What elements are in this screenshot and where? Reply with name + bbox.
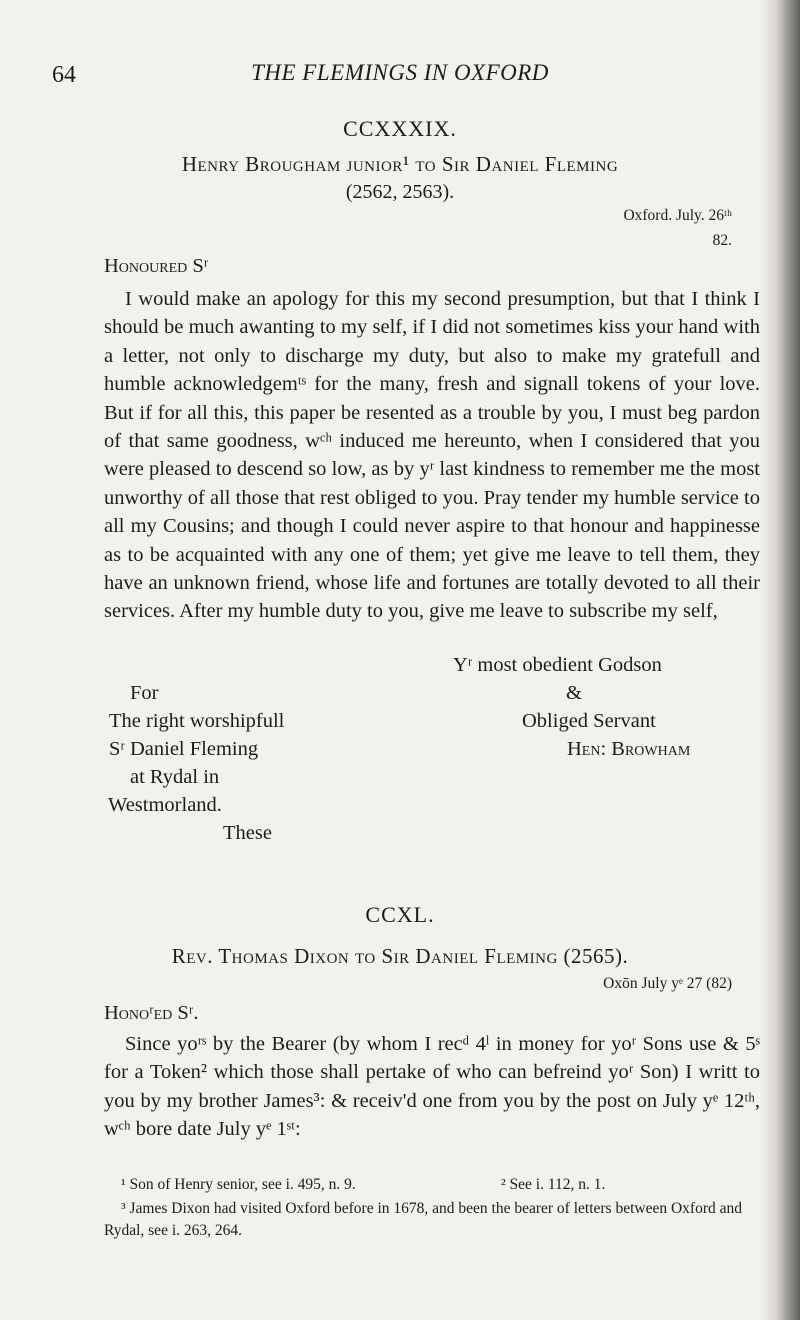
letter1-address-line5: Westmorland. — [108, 794, 222, 816]
letter1-salutation: Honoured Sʳ — [104, 255, 209, 277]
letter1-closing-line1: Yʳ most obedient Godson — [453, 654, 662, 676]
letter2-body-text: Since yoʳˢ by the Bearer (by whom I recᵈ 4ˡ in money for yoʳ Sons use & 5ˢ for a Token² which those shall pertake of who can befreind yoʳ Son) I writt to you by my brother James³: & receiv'd one from you by the post on July yᵉ 12ᵗʰ, wᶜʰ bore date July yᵉ 1ˢᵗ: — [104, 1033, 760, 1141]
letter1-dateline-year: 82. — [712, 232, 732, 249]
letter1-signature: Hen: Browham — [567, 738, 691, 760]
letter2-salutation: Honoʳed Sʳ. — [104, 1002, 199, 1024]
letter1-title: Henry Brougham junior¹ to Sir Daniel Fleming — [181, 152, 619, 176]
letter1-address-line6: These — [223, 822, 272, 844]
letter1-address-line3: Sʳ Daniel Fleming — [109, 738, 259, 760]
letter1-address-line2: The right worshipfull — [109, 710, 285, 732]
letter2-title: Rev. Thomas Dixon to Sir Daniel Fleming (2565). — [171, 944, 629, 968]
page-number: 64 — [52, 62, 76, 88]
letter1-body — [104, 285, 760, 626]
footnote-1: ¹ Son of Henry senior, see i. 495, n. 9. — [121, 1176, 356, 1193]
letter2-number: CCXL. — [365, 902, 435, 927]
letter1-address-line4: at Rydal in — [130, 766, 220, 788]
running-title: THE FLEMINGS IN OXFORD — [251, 60, 549, 85]
letter1-closing-line3: Obliged Servant — [522, 710, 656, 732]
footnote-3: ³ James Dixon had visited Oxford before in 1678, and been the bearer of letters between Oxford and Rydal, see i. 263, 264. — [104, 1200, 742, 1239]
footnote-2: ² See i. 112, n. 1. — [501, 1176, 606, 1193]
letter1-number: CCXXXIX. — [343, 116, 457, 141]
letter1-address-line1: For — [130, 682, 159, 704]
letter1-dateline: Oxford. July. 26ᵗʰ — [623, 207, 732, 224]
letter1-closing-ampersand: & — [566, 682, 582, 704]
letter2-dateline: Oxōn July yᵉ 27 (82) — [603, 975, 732, 992]
letter1-title-refs: (2562, 2563). — [345, 181, 455, 203]
letter2-body — [104, 1030, 760, 1144]
letter1-body-text: I would make an apology for this my second presumption, but that I think I should be much awanting to my self, if I did not sometimes kiss your hand with a letter, not only to discharge my duty, but also to make my gratefull and humble acknowledgemᵗˢ for the many, fresh and signall tokens of your love. But if for all this, this paper be resented as a trouble by you, I must beg pardon of that same goodness, wᶜʰ induced me hereunto, when I considered that you were pleased to descend so low, as by yʳ last kindness to remember me the most unworthy of all those that rest obliged to you. Pray tender my humble service to all my Cousins; and though I could never aspire to that honour and happinesse as to be acquainted with any one of them; yet give me leave to tell them, they have an unknown friend, whose life and fortunes are totally devoted to all their services. After my humble duty to you, give me leave to subscribe my self, — [104, 288, 760, 623]
